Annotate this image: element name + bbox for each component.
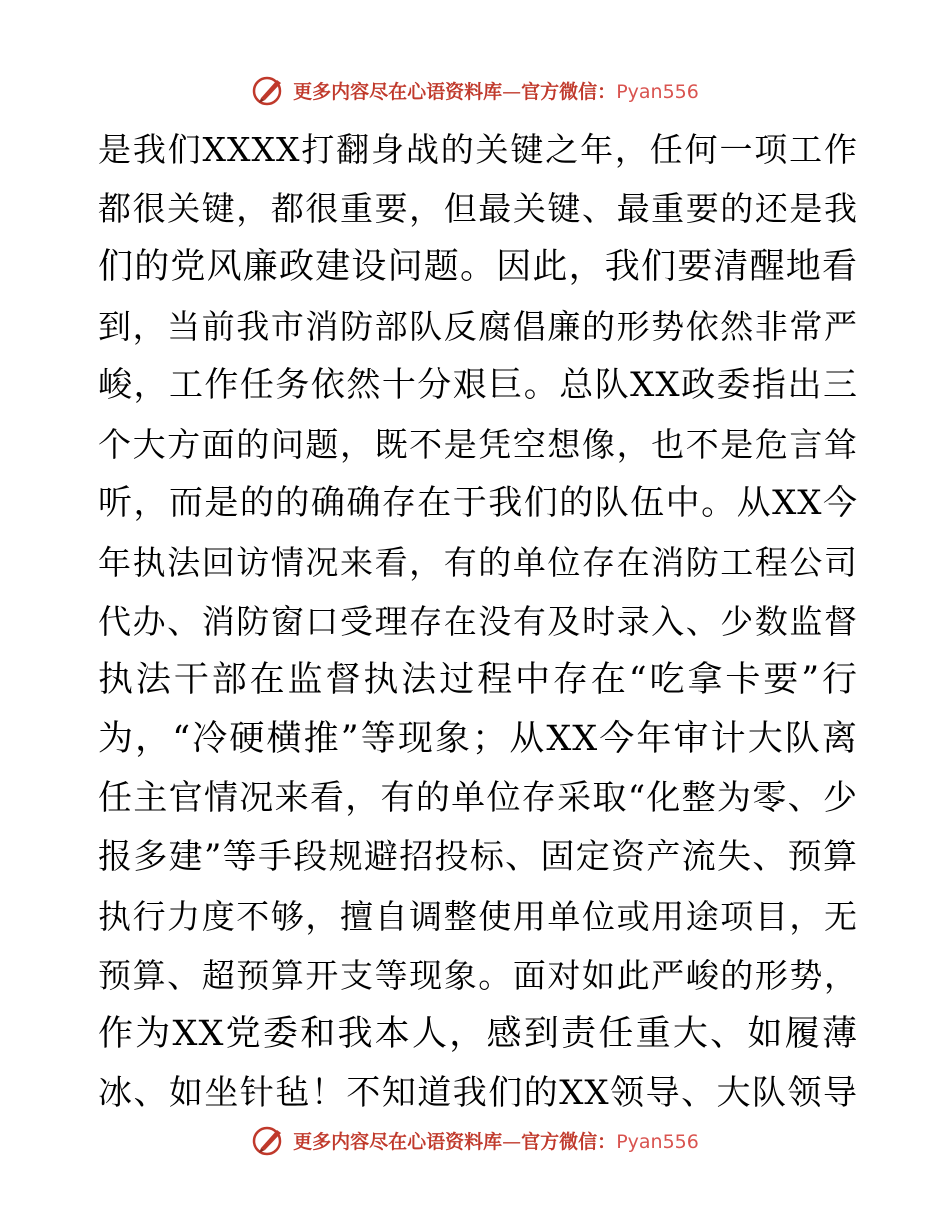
pen-logo-icon	[251, 72, 287, 108]
site-name: 更多内容尽在心语资料库	[293, 1130, 503, 1153]
pen-logo-icon	[251, 1122, 287, 1158]
body-line: 执法干部在监督执法过程中存在“吃拿卡要”行	[98, 660, 858, 700]
body-line: 年执法回访情况来看，有的单位存在消防工程公司	[98, 543, 858, 582]
body-line: 到，当前我市消防部队反腐倡廉的形势依然非常严	[98, 307, 858, 346]
footer-banner-text	[293, 1127, 699, 1154]
footer-banner	[0, 1120, 950, 1160]
body-line: 听，而是的的确确存在于我们的队伍中。从XX今	[98, 483, 858, 523]
document-body	[98, 120, 858, 1123]
body-line: 是我们XXXX打翻身战的关键之年，任何一项工作	[98, 130, 858, 169]
body-line: 执行力度不够，擅自调整使用单位或用途项目，无	[98, 897, 858, 936]
wechat-id: Pyan556	[616, 1130, 699, 1153]
header-banner-text	[293, 77, 699, 104]
separator: —	[502, 1130, 522, 1153]
site-name: 更多内容尽在心语资料库	[293, 80, 503, 103]
wechat-label: 官方微信：	[521, 1130, 617, 1153]
wechat-label: 官方微信：	[521, 80, 617, 103]
body-line: 代办、消防窗口受理存在没有及时录入、少数监督	[98, 602, 858, 641]
body-line: 们的党风廉政建设问题。因此，我们要清醒地看	[98, 247, 858, 287]
header-banner	[0, 70, 950, 110]
body-line: 都很关键，都很重要，但最关键、最重要的还是我	[98, 189, 858, 228]
body-line: 作为XX党委和我本人，感到责任重大、如履薄	[98, 1014, 858, 1054]
separator: —	[502, 80, 522, 103]
wechat-id: Pyan556	[616, 80, 699, 103]
body-line: 个大方面的问题，既不是凭空想像，也不是危言耸	[98, 425, 858, 464]
body-line: 预算、超预算开支等现象。面对如此严峻的形势，	[98, 956, 858, 995]
body-line: 冰、如坐针毡！不知道我们的XX领导、大队领导	[98, 1073, 858, 1113]
body-line: 报多建”等手段规避招投标、固定资产流失、预算	[98, 837, 858, 877]
body-line: 为，“冷硬横推”等现象；从XX今年审计大队离	[98, 719, 858, 759]
body-line: 任主官情况来看，有的单位存采取“化整为零、少	[98, 778, 858, 818]
body-line: 峻，工作任务依然十分艰巨。总队XX政委指出三	[98, 365, 858, 405]
